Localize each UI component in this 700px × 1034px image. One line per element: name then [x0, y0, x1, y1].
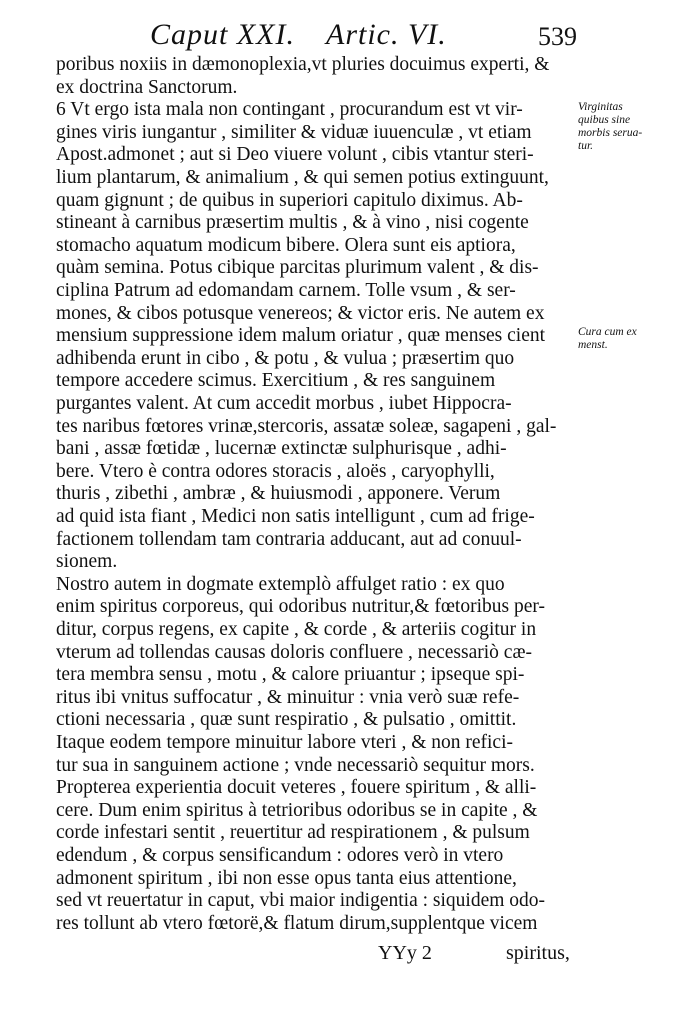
text-line: res tollunt ab vtero fœtorë,& flatum dirum,supplentque vicem — [56, 912, 538, 934]
text-line: Propterea experientia docuit veteres , fouere spiritum , & alli- — [56, 777, 537, 799]
text-line: mones, & cibos potusque venereos; & victor eris. Ne autem ex — [56, 302, 545, 324]
text-line: ad quid ista fiant , Medici non satis intelligunt , cum ad frige- — [56, 506, 535, 527]
page-footer — [0, 942, 700, 970]
text-line: sed vt reuertatur in caput, vbi maior indigentia : siquidem odo- — [56, 890, 546, 912]
text-line: corde infestari sentit , reuertitur ad respirationem , & pulsum — [56, 822, 530, 844]
text-line: tes naribus fœtores vrinæ,stercoris, assatæ soleæ, sagapeni , gal- — [56, 415, 557, 437]
text-line: bere. Vtero è contra odores storacis , aloës , caryophylli, — [56, 460, 495, 482]
signature-mark: YYy 2 — [378, 942, 432, 964]
text-line: gines viris iungantur , similiter & viduæ iuuenculæ , vt etiam — [56, 121, 532, 143]
text-line: tempore accedere scimus. Exercitium , & res sanguinem — [56, 370, 496, 392]
margin-note-line: quibus sine — [578, 114, 631, 126]
text-line: quam gignunt ; de quibus in superiori capitulo diximus. Ab- — [56, 189, 523, 211]
text-line: bani , assæ fœtidæ , lucernæ extinctæ sulphurisque , adhi- — [56, 438, 507, 460]
text-line: sionem. — [56, 551, 118, 573]
text-line: 6 Vt ergo ista mala non contingant , procurandum est vt vir- — [56, 99, 523, 121]
text-line: purgantes valent. At cum accedit morbus , iubet Hippocra- — [56, 393, 512, 414]
text-line: ctioni necessaria , quæ sunt respiratio , & pulsatio , omittit. — [56, 709, 517, 731]
text-line: enim spiritus corporeus, qui odoribus nutritur,& fœtoribus per- — [56, 596, 545, 618]
text-line: tera membra sensu , motu , & calore priuantur ; ipseque spi- — [56, 664, 525, 686]
text-line: mensium suppressione idem malum oriatur , quæ menses cient — [56, 325, 546, 347]
text-line: admonent spiritum , ibi non esse opus tanta eius attentione, — [56, 867, 517, 889]
margin-note-virginitas — [578, 101, 696, 153]
text-line: ritus ibi vnitus suffocatur , & minuitur : vnia verò suæ refe- — [56, 686, 520, 708]
margin-note-cura — [578, 326, 696, 352]
text-line: ex doctrina Sanctorum. — [56, 76, 238, 98]
text-line: stineant à carnibus præsertim multis , & à vino , nisi cogente — [56, 212, 529, 234]
header-chapter: Caput XXI. — [150, 18, 295, 51]
margin-note-line: menst. — [578, 339, 608, 351]
text-line: ciplina Patrum ad edomandam carnem. Tolle vsum , & ser- — [56, 280, 516, 301]
margin-note-line: tur. — [578, 140, 594, 152]
text-line: factionem tollendam tam contraria adducant, aut ad conuul- — [56, 528, 522, 550]
catchword: spiritus, — [506, 942, 570, 964]
text-line: adhibenda erunt in cibo , & potu , & vulua ; præsertim quo — [56, 347, 515, 369]
text-line: tur sua in sanguinem actione ; vnde necessariò sequitur mors. — [56, 754, 535, 776]
header-article: Artic. VI. — [326, 18, 447, 51]
text-line: ditur, corpus regens, ex capite , & corde , & arteriis cogitur in — [56, 619, 537, 640]
text-line: Itaque eodem tempore minuitur labore vteri , & non refici- — [56, 732, 514, 753]
text-line: Nostro autem in dogmate extemplò affulget ratio : ex quo — [56, 573, 505, 595]
text-line: Apost.admonet ; aut si Deo viuere volunt , cibis vtantur steri- — [56, 144, 534, 166]
margin-note-line: morbis serua- — [578, 127, 643, 139]
margin-note-line: Virginitas — [578, 101, 623, 113]
text-line: cere. Dum enim spiritus à tetrioribus odoribus se in capite , & — [56, 799, 538, 821]
text-line: lium plantarum, & animalium , & qui semen potius extinguunt, — [56, 167, 549, 188]
text-line: quàm semina. Potus cibique parcitas plurimum valent , & dis- — [56, 257, 539, 279]
text-line: thuris , zibethi , ambræ , & huiusmodi , apponere. Verum — [56, 483, 501, 505]
page-number: 539 — [538, 22, 577, 51]
text-line: edendum , & corpus sensificandum : odores verò in vtero — [56, 845, 504, 866]
text-line: vterum ad tollendas causas doloris confluere , necessariò cæ- — [56, 641, 532, 663]
text-line: stomacho aquatum modicum bibere. Olera sunt eis aptiora, — [56, 234, 516, 256]
running-header — [0, 18, 700, 54]
margin-note-line: Cura cum ex — [578, 326, 637, 338]
text-line: poribus noxiis in dæmonoplexia,vt pluries docuimus experti, & — [56, 54, 550, 75]
